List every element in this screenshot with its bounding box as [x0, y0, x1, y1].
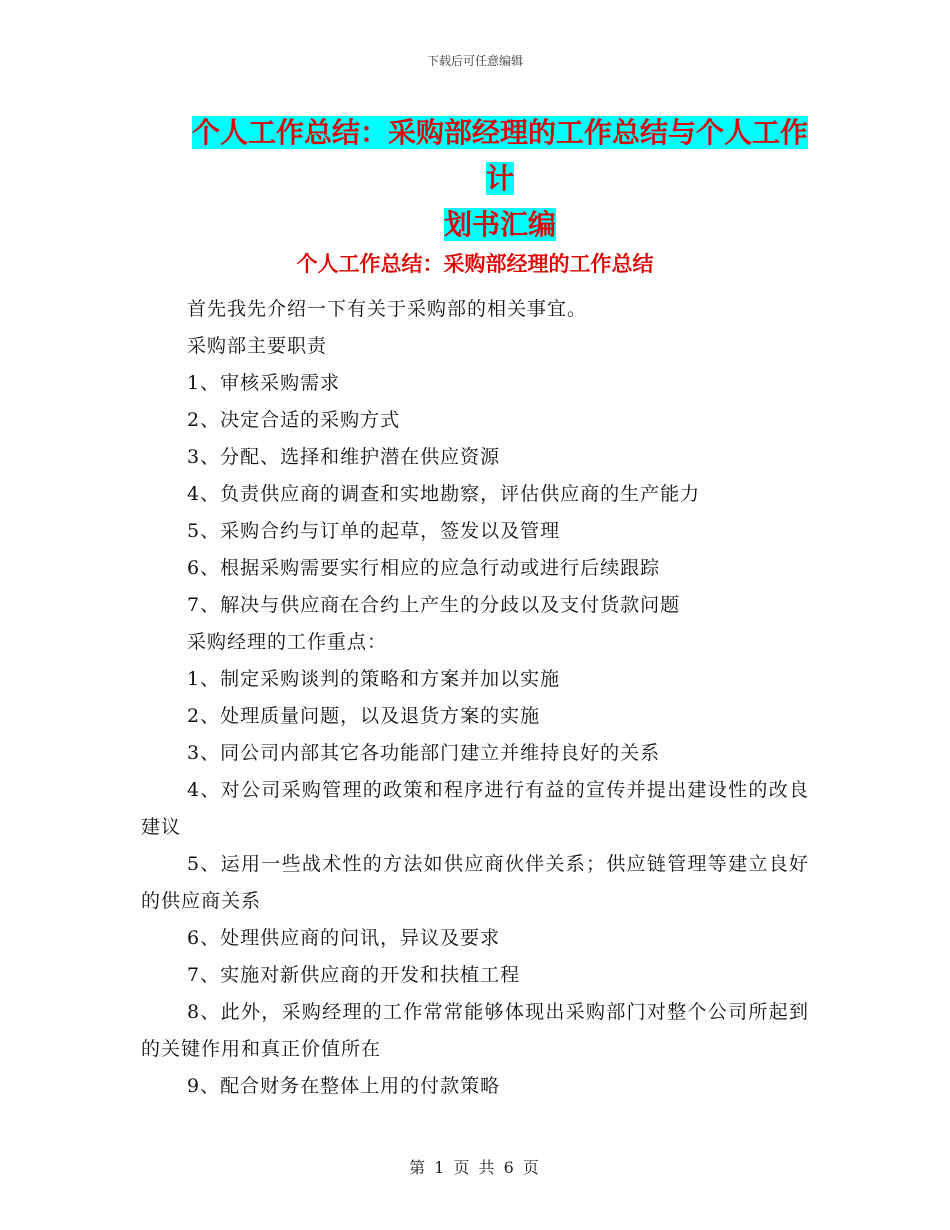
paragraph: 采购经理的工作重点：	[187, 631, 388, 653]
page-footer: 第 1 页 共 6 页	[409, 1158, 541, 1177]
document-title-line-1: 个人工作总结：采购部经理的工作总结与个人工作计	[191, 116, 808, 195]
header-note: 下载后可任意编辑	[426, 54, 523, 68]
paragraph: 6、处理供应商的问讯，异议及要求	[187, 927, 501, 949]
document-title	[185, 110, 815, 248]
paragraph: 4、对公司采购管理的政策和程序进行有益的宣传并提出建设性的改良建议	[141, 779, 809, 838]
paragraph: 采购部主要职责	[187, 335, 328, 357]
paragraph: 首先我先介绍一下有关于采购部的相关事宜。	[187, 298, 588, 320]
document-title-line-2: 划书汇编	[443, 208, 556, 241]
paragraph: 5、采购合约与订单的起草，签发以及管理	[187, 520, 561, 542]
body-text	[141, 291, 809, 1105]
paragraph: 9、配合财务在整体上用的付款策略	[187, 1075, 501, 1097]
paragraph: 3、同公司内部其它各功能部门建立并维持良好的关系	[187, 742, 661, 764]
paragraph: 1、审核采购需求	[187, 372, 341, 394]
paragraph: 4、负责供应商的调查和实地勘察，评估供应商的生产能力	[187, 483, 701, 505]
paragraph: 5、运用一些战术性的方法如供应商伙伴关系；供应链管理等建立良好的供应商关系	[141, 853, 809, 912]
paragraph: 2、决定合适的采购方式	[187, 409, 401, 431]
paragraph: 7、解决与供应商在合约上产生的分歧以及支付货款问题	[187, 594, 681, 616]
paragraph: 1、制定采购谈判的策略和方案并加以实施	[187, 668, 561, 690]
paragraph: 7、实施对新供应商的开发和扶植工程	[187, 964, 521, 986]
paragraph: 2、处理质量问题，以及退货方案的实施	[187, 705, 541, 727]
paragraph: 6、根据采购需要实行相应的应急行动或进行后续跟踪	[187, 557, 661, 579]
section-title: 个人工作总结：采购部经理的工作总结	[296, 251, 654, 276]
paragraph: 3、分配、选择和维护潜在供应资源	[187, 446, 501, 468]
paragraph: 8、此外，采购经理的工作常常能够体现出采购部门对整个公司所起到的关键作用和真正价值所在	[141, 1001, 809, 1060]
